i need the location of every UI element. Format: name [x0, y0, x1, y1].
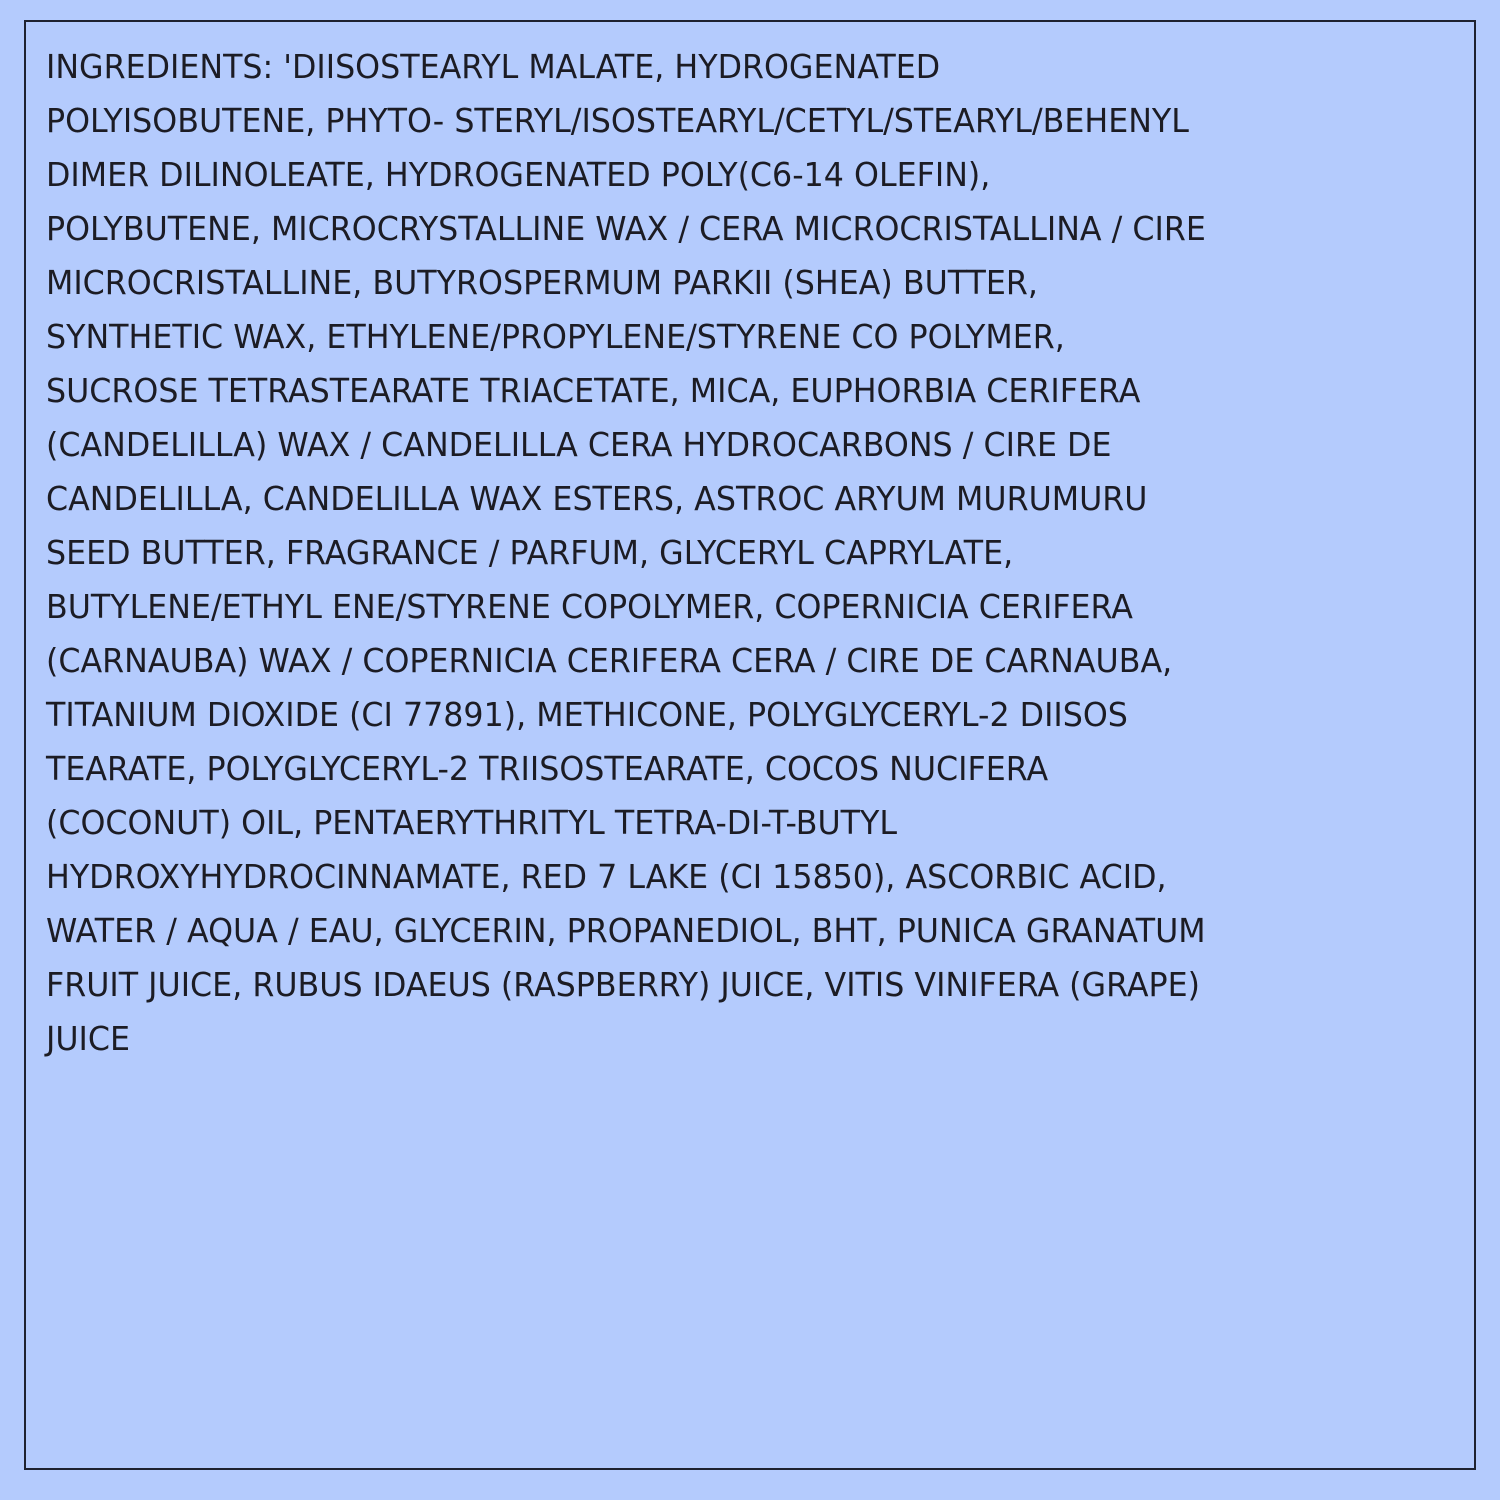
ingredients-line-13: TITANIUM DIOXIDE (CI 77891), METHICONE, POLYGLYCERYL-2 DIISOS: [46, 695, 1128, 734]
ingredients-line-14: TEARATE, POLYGLYCERYL-2 TRIISOSTEARATE, COCOS NUCIFERA: [46, 749, 1049, 788]
ingredients-line-19: JUICE: [46, 1019, 131, 1058]
ingredients-line-1: INGREDIENTS: 'DIISOSTEARYL MALATE, HYDROGENATED: [46, 47, 941, 86]
ingredients-line-9: CANDELILLA, CANDELILLA WAX ESTERS, ASTROC ARYUM MURUMURU: [46, 479, 1148, 518]
ingredients-line-17: WATER / AQUA / EAU, GLYCERIN, PROPANEDIOL, BHT, PUNICA GRANATUM: [46, 911, 1206, 950]
ingredients-line-10: SEED BUTTER, FRAGRANCE / PARFUM, GLYCERYL CAPRYLATE,: [46, 533, 1014, 572]
ingredients-text: [46, 40, 1466, 1066]
ingredients-line-15: (COCONUT) OIL, PENTAERYTHRITYL TETRA-DI-T-BUTYL: [46, 803, 898, 842]
ingredients-line-16: HYDROXYHYDROCINNAMATE, RED 7 LAKE (CI 15850), ASCORBIC ACID,: [46, 857, 1167, 896]
ingredients-panel: [24, 20, 1476, 1470]
ingredients-line-12: (CARNAUBA) WAX / COPERNICIA CERIFERA CERA / CIRE DE CARNAUBA,: [46, 641, 1173, 680]
ingredients-line-5: MICROCRISTALLINE, BUTYROSPERMUM PARKII (SHEA) BUTTER,: [46, 263, 1039, 302]
ingredients-line-18: FRUIT JUICE, RUBUS IDAEUS (RASPBERRY) JUICE, VITIS VINIFERA (GRAPE): [46, 965, 1200, 1004]
ingredients-line-2: POLYISOBUTENE, PHYTO- STERYL/ISOSTEARYL/CETYL/STEARYL/BEHENYL: [46, 101, 1189, 140]
ingredients-line-4: POLYBUTENE, MICROCRYSTALLINE WAX / CERA MICROCRISTALLINA / CIRE: [46, 209, 1206, 248]
ingredients-line-3: DIMER DILINOLEATE, HYDROGENATED POLY(C6-14 OLEFIN),: [46, 155, 991, 194]
ingredients-line-11: BUTYLENE/ETHYL ENE/STYRENE COPOLYMER, COPERNICIA CERIFERA: [46, 587, 1133, 626]
ingredients-line-6: SYNTHETIC WAX, ETHYLENE/PROPYLENE/STYRENE CO POLYMER,: [46, 317, 1065, 356]
ingredients-line-7: SUCROSE TETRASTEARATE TRIACETATE, MICA, EUPHORBIA CERIFERA: [46, 371, 1141, 410]
ingredients-line-8: (CANDELILLA) WAX / CANDELILLA CERA HYDROCARBONS / CIRE DE: [46, 425, 1112, 464]
